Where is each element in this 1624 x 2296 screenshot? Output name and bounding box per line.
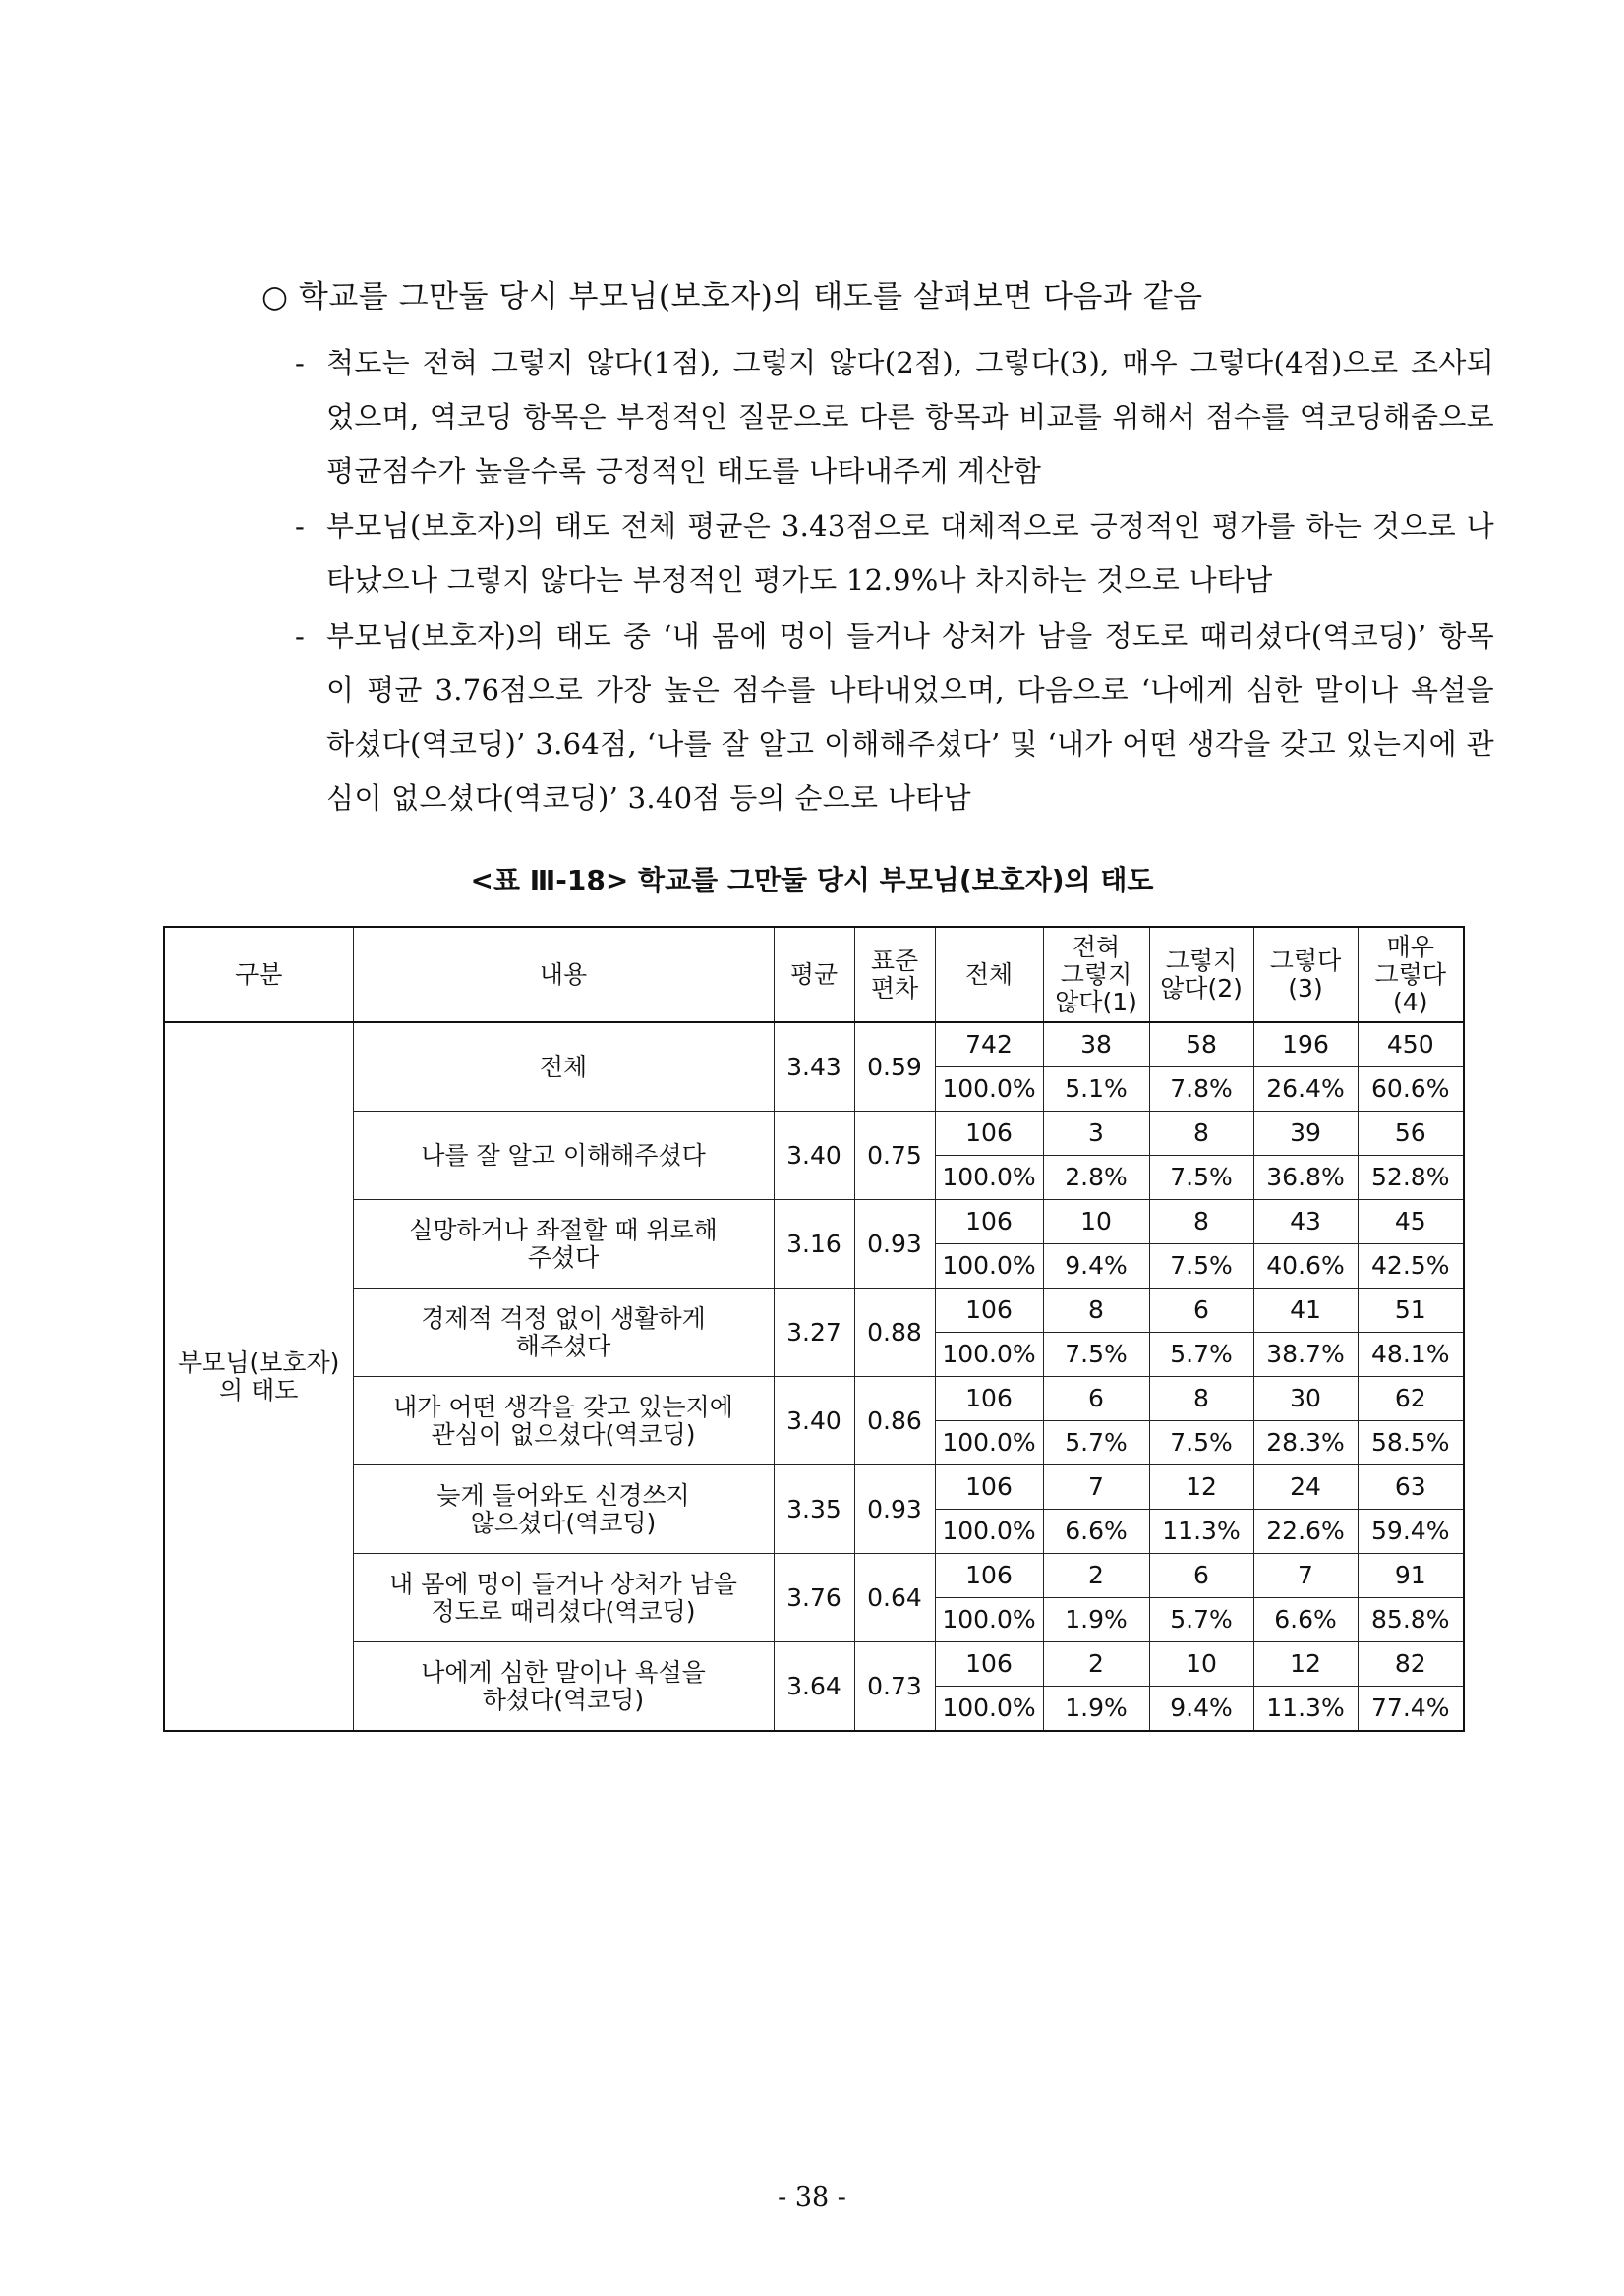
cell-count: 2 — [1043, 1642, 1149, 1687]
cell-count: 41 — [1253, 1289, 1358, 1333]
cell-count: 62 — [1358, 1377, 1464, 1421]
bullet-item — [295, 499, 1494, 607]
cell-percent: 6.6% — [1253, 1598, 1358, 1642]
row-mean: 3.43 — [774, 1022, 854, 1112]
table-row — [164, 1554, 1464, 1598]
cell-count: 742 — [935, 1022, 1043, 1067]
header-c1: 전혀 그렇지 않다(1) — [1043, 927, 1149, 1022]
cell-percent: 5.7% — [1043, 1421, 1149, 1465]
cell-count: 10 — [1043, 1200, 1149, 1244]
section-heading: ○ 학교를 그만둘 당시 부모님(보호자)의 태도를 살펴보면 다음과 같음 — [261, 279, 1203, 315]
cell-count: 12 — [1149, 1465, 1253, 1510]
cell-count: 106 — [935, 1112, 1043, 1156]
cell-count: 3 — [1043, 1112, 1149, 1156]
cell-percent: 5.7% — [1149, 1333, 1253, 1377]
table-header-row — [164, 927, 1464, 1022]
cell-count: 82 — [1358, 1642, 1464, 1687]
row-sd: 0.73 — [854, 1642, 935, 1732]
row-content: 늦게 들어와도 신경쓰지 않으셨다(역코딩) — [353, 1465, 774, 1554]
header-mean: 평균 — [774, 927, 854, 1022]
cell-percent: 100.0% — [935, 1510, 1043, 1554]
dash-icon: - — [295, 619, 306, 653]
cell-count: 8 — [1149, 1112, 1253, 1156]
cell-count: 196 — [1253, 1022, 1358, 1067]
cell-count: 10 — [1149, 1642, 1253, 1687]
row-sd: 0.64 — [854, 1554, 935, 1642]
cell-percent: 9.4% — [1149, 1687, 1253, 1732]
row-sd: 0.75 — [854, 1112, 935, 1200]
dash-icon: - — [295, 346, 306, 379]
cell-count: 106 — [935, 1465, 1043, 1510]
cell-count: 38 — [1043, 1022, 1149, 1067]
row-mean: 3.35 — [774, 1465, 854, 1554]
header-category: 구분 — [164, 927, 353, 1022]
table-row — [164, 1377, 1464, 1421]
row-sd: 0.93 — [854, 1200, 935, 1289]
table-row — [164, 1200, 1464, 1244]
cell-percent: 11.3% — [1149, 1510, 1253, 1554]
cell-count: 51 — [1358, 1289, 1464, 1333]
cell-percent: 26.4% — [1253, 1067, 1358, 1112]
row-content: 나를 잘 알고 이해해주셨다 — [353, 1112, 774, 1200]
cell-percent: 7.5% — [1149, 1421, 1253, 1465]
table-body — [164, 1022, 1464, 1731]
header-c4: 매우 그렇다 (4) — [1358, 927, 1464, 1022]
cell-count: 106 — [935, 1289, 1043, 1333]
header-sd: 표준 편차 — [854, 927, 935, 1022]
cell-count: 12 — [1253, 1642, 1358, 1687]
page-number: - 38 - — [778, 2182, 846, 2212]
cell-percent: 100.0% — [935, 1244, 1043, 1289]
cell-percent: 11.3% — [1253, 1687, 1358, 1732]
bullet-text: 부모님(보호자)의 태도 전체 평균은 3.43점으로 대체적으로 긍정적인 평가를 하는 것으로 나타났으나 그렇지 않다는 부정적인 평가도 12.9%나 차지하는 것으로 나타남 — [326, 509, 1494, 597]
cell-percent: 40.6% — [1253, 1244, 1358, 1289]
table-row — [164, 1465, 1464, 1510]
data-table — [163, 926, 1465, 1732]
cell-percent: 5.1% — [1043, 1067, 1149, 1112]
cell-percent: 9.4% — [1043, 1244, 1149, 1289]
row-content: 실망하거나 좌절할 때 위로해 주셨다 — [353, 1200, 774, 1289]
cell-count: 2 — [1043, 1554, 1149, 1598]
cell-count: 6 — [1149, 1289, 1253, 1333]
cell-percent: 100.0% — [935, 1333, 1043, 1377]
bullet-item — [295, 336, 1494, 498]
cell-count: 63 — [1358, 1465, 1464, 1510]
cell-percent: 22.6% — [1253, 1510, 1358, 1554]
dash-icon: - — [295, 509, 306, 543]
cell-count: 450 — [1358, 1022, 1464, 1067]
cell-percent: 38.7% — [1253, 1333, 1358, 1377]
cell-count: 56 — [1358, 1112, 1464, 1156]
cell-percent: 58.5% — [1358, 1421, 1464, 1465]
cell-percent: 1.9% — [1043, 1598, 1149, 1642]
group-label: 부모님(보호자) 의 태도 — [164, 1022, 353, 1731]
table-row — [164, 1642, 1464, 1687]
cell-count: 7 — [1043, 1465, 1149, 1510]
cell-count: 39 — [1253, 1112, 1358, 1156]
cell-count: 8 — [1043, 1289, 1149, 1333]
cell-count: 106 — [935, 1642, 1043, 1687]
row-sd: 0.93 — [854, 1465, 935, 1554]
row-mean: 3.27 — [774, 1289, 854, 1377]
cell-percent: 100.0% — [935, 1156, 1043, 1200]
row-mean: 3.64 — [774, 1642, 854, 1732]
cell-percent: 1.9% — [1043, 1687, 1149, 1732]
header-content: 내용 — [353, 927, 774, 1022]
cell-count: 6 — [1043, 1377, 1149, 1421]
row-content: 내 몸에 멍이 들거나 상처가 남을 정도로 때리셨다(역코딩) — [353, 1554, 774, 1642]
row-mean: 3.40 — [774, 1112, 854, 1200]
cell-count: 106 — [935, 1200, 1043, 1244]
cell-count: 30 — [1253, 1377, 1358, 1421]
row-mean: 3.16 — [774, 1200, 854, 1289]
cell-percent: 7.8% — [1149, 1067, 1253, 1112]
row-sd: 0.59 — [854, 1022, 935, 1112]
cell-percent: 60.6% — [1358, 1067, 1464, 1112]
table-caption: <표 Ⅲ-18> 학교를 그만둘 당시 부모님(보호자)의 태도 — [470, 864, 1154, 896]
table-row — [164, 1289, 1464, 1333]
cell-count: 24 — [1253, 1465, 1358, 1510]
cell-count: 7 — [1253, 1554, 1358, 1598]
row-content: 경제적 걱정 없이 생활하게 해주셨다 — [353, 1289, 774, 1377]
header-c3: 그렇다 (3) — [1253, 927, 1358, 1022]
cell-percent: 2.8% — [1043, 1156, 1149, 1200]
cell-percent: 100.0% — [935, 1421, 1043, 1465]
row-sd: 0.86 — [854, 1377, 935, 1465]
cell-count: 58 — [1149, 1022, 1253, 1067]
row-content: 내가 어떤 생각을 갖고 있는지에 관심이 없으셨다(역코딩) — [353, 1377, 774, 1465]
cell-count: 8 — [1149, 1200, 1253, 1244]
cell-percent: 5.7% — [1149, 1598, 1253, 1642]
table-row — [164, 1112, 1464, 1156]
cell-percent: 7.5% — [1043, 1333, 1149, 1377]
row-sd: 0.88 — [854, 1289, 935, 1377]
cell-count: 8 — [1149, 1377, 1253, 1421]
cell-percent: 52.8% — [1358, 1156, 1464, 1200]
cell-percent: 85.8% — [1358, 1598, 1464, 1642]
header-total: 전체 — [935, 927, 1043, 1022]
cell-percent: 100.0% — [935, 1067, 1043, 1112]
cell-percent: 77.4% — [1358, 1687, 1464, 1732]
row-mean: 3.40 — [774, 1377, 854, 1465]
bullet-text: 부모님(보호자)의 태도 중 ‘내 몸에 멍이 들거나 상처가 남을 정도로 때리셨다(역코딩)’ 항목이 평균 3.76점으로 가장 높은 점수를 나타내었으며, 다음으로 ‘나에게 심한 말이나 욕설을 하셨다(역코딩)’ 3.64점, ‘나를 잘 알고 이해해주셨다’ 및 ‘내가 어떤 생각을 갖고 있는지에 관심이 없으셨다(역코딩)’ 3.40점 등의 순으로 나타남 — [326, 619, 1494, 815]
header-c2: 그렇지 않다(2) — [1149, 927, 1253, 1022]
bullet-text: 척도는 전혀 그렇지 않다(1점), 그렇지 않다(2점), 그렇다(3), 매우 그렇다(4점)으로 조사되었으며, 역코딩 항목은 부정적인 질문으로 다른 항목과 비교를 위해서 점수를 역코딩해줌으로 평균점수가 높을수록 긍정적인 태도를 나타내주게 계산함 — [326, 346, 1494, 488]
bullet-item — [295, 609, 1494, 826]
cell-percent: 59.4% — [1358, 1510, 1464, 1554]
cell-percent: 48.1% — [1358, 1333, 1464, 1377]
cell-percent: 7.5% — [1149, 1156, 1253, 1200]
row-content: 나에게 심한 말이나 욕설을 하셨다(역코딩) — [353, 1642, 774, 1732]
cell-percent: 100.0% — [935, 1687, 1043, 1732]
cell-percent: 36.8% — [1253, 1156, 1358, 1200]
cell-count: 45 — [1358, 1200, 1464, 1244]
cell-percent: 7.5% — [1149, 1244, 1253, 1289]
row-mean: 3.76 — [774, 1554, 854, 1642]
cell-percent: 100.0% — [935, 1598, 1043, 1642]
cell-count: 91 — [1358, 1554, 1464, 1598]
cell-count: 43 — [1253, 1200, 1358, 1244]
cell-percent: 28.3% — [1253, 1421, 1358, 1465]
row-content: 전체 — [353, 1022, 774, 1112]
cell-count: 6 — [1149, 1554, 1253, 1598]
cell-percent: 6.6% — [1043, 1510, 1149, 1554]
table-row — [164, 1022, 1464, 1067]
cell-count: 106 — [935, 1554, 1043, 1598]
cell-count: 106 — [935, 1377, 1043, 1421]
cell-percent: 42.5% — [1358, 1244, 1464, 1289]
